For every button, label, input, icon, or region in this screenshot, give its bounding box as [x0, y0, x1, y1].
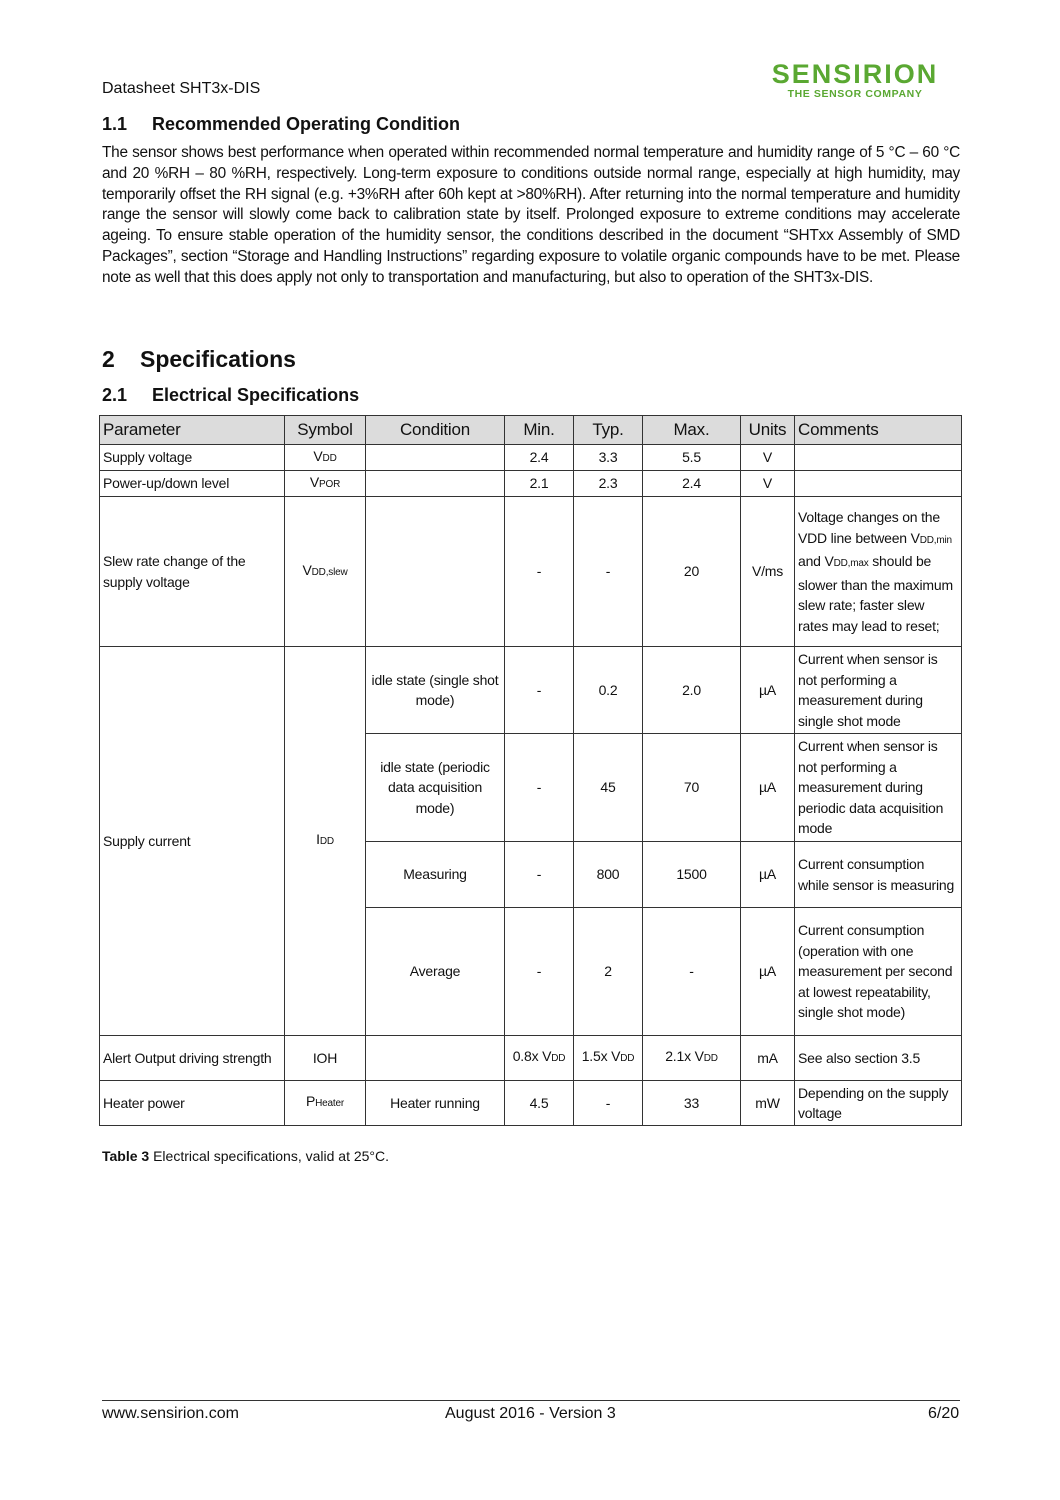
min-cell: -	[505, 734, 574, 842]
comment-cell	[795, 471, 962, 497]
symbol-sub: POR	[319, 478, 341, 490]
max-cell: 20	[643, 497, 741, 647]
param-cell: Supply current	[100, 647, 285, 1036]
param-cell: Supply voltage	[100, 445, 285, 471]
condition-cell: Heater running	[366, 1081, 505, 1126]
typ-cell: 2	[574, 908, 643, 1036]
condition-cell	[366, 1036, 505, 1081]
min-main: 0.8x V	[512, 1048, 552, 1065]
comment-cell	[795, 445, 962, 471]
table-row	[100, 471, 962, 497]
typ-cell: 800	[574, 842, 643, 908]
max-cell: -	[643, 908, 741, 1036]
param-cell: Alert Output driving strength	[100, 1036, 285, 1081]
max-cell: 5.5	[643, 445, 741, 471]
logo-wordmark: SENSIRION	[771, 59, 939, 89]
electrical-specifications-table	[99, 415, 962, 1126]
table-caption	[102, 1148, 389, 1164]
symbol-main: V	[302, 561, 312, 578]
comment-cell: Depending on the supply voltage	[795, 1081, 962, 1126]
typ-cell	[574, 1036, 643, 1081]
typ-sub: DD	[620, 1053, 635, 1065]
symbol-sub: DD	[319, 836, 334, 848]
vdd-min-symbol: V	[910, 529, 920, 546]
units-cell: V	[741, 471, 795, 497]
operating-condition-paragraph: The sensor shows best performance when operated within recommended normal temperature and humidity range of 5 °C – 60 °C and 20 %RH – 80 %RH, respectively. Long-term exposure to conditions outside normal range, especially at high humidity, may temporarily offset the RH signal (e.g. +3%RH after 60h kept at >80%RH). After returning into the normal temperature and humidity range the sensor will slowly come back to calibration state by itself. Prolonged exposure to extreme conditions may accelerate ageing. To ensure stable operation of the humidity sensor, the conditions described in the document “SHTxx Assembly of SMD Packages”, section “Storage and Handling Instructions” regarding exposure to volatile organic compounds have to be met. Please note as well that this does apply not only to transportation and manufacturing, but also to operation of the SHT3x-DIS.	[102, 144, 960, 286]
min-cell: 2.4	[505, 445, 574, 471]
table-row	[100, 647, 962, 734]
symbol-sub: DD	[322, 452, 337, 464]
typ-cell: 2.3	[574, 471, 643, 497]
sensirion-logo	[752, 60, 958, 100]
section-title: Specifications	[140, 346, 296, 372]
symbol-main: V	[309, 473, 320, 490]
units-cell: mW	[741, 1081, 795, 1126]
section-title: Recommended Operating Condition	[152, 114, 461, 134]
condition-cell: idle state (single shot mode)	[366, 647, 505, 734]
caption-text: Electrical specifications, valid at 25°C.	[149, 1148, 390, 1164]
max-sub: DD	[703, 1053, 718, 1065]
typ-cell: 0.2	[574, 647, 643, 734]
min-cell: -	[505, 497, 574, 647]
typ-cell: 45	[574, 734, 643, 842]
footer-website: www.sensirion.com	[102, 1405, 239, 1422]
min-cell: 2.1	[505, 471, 574, 497]
section-1-1-heading	[102, 114, 460, 135]
header-comments: Comments	[795, 416, 962, 445]
units-cell: µA	[741, 647, 795, 734]
vdd-min-sub: DD,min	[919, 534, 952, 546]
comment-cell: See also section 3.5	[795, 1036, 962, 1081]
comment-text: Voltage changes on the VDD line between	[798, 509, 940, 546]
condition-cell: Measuring	[366, 842, 505, 908]
units-cell: V	[741, 445, 795, 471]
vdd-max-symbol: V	[824, 553, 834, 569]
table-row	[100, 497, 962, 647]
table-header-row	[100, 416, 962, 445]
typ-cell: -	[574, 497, 643, 647]
param-cell: Slew rate change of the supply voltage	[100, 497, 285, 647]
header-symbol: Symbol	[285, 416, 366, 445]
max-cell	[643, 1036, 741, 1081]
symbol-cell	[285, 1081, 366, 1126]
section-2-1-heading	[102, 385, 359, 406]
units-cell: µA	[741, 908, 795, 1036]
comment-cell: Current consumption while sensor is measuring	[795, 842, 962, 908]
typ-main: 1.5x V	[581, 1048, 621, 1065]
comment-text: should be slower than the maximum slew rate; faster slew rates may lead to reset;	[798, 553, 953, 634]
min-cell: 4.5	[505, 1081, 574, 1126]
min-cell: -	[505, 647, 574, 734]
comment-cell: Current when sensor is not performing a measurement during single shot mode	[795, 647, 962, 734]
symbol-main: P	[306, 1093, 316, 1110]
symbol-main: I	[316, 831, 320, 848]
footer-page-number: 6/20	[928, 1405, 960, 1422]
min-cell: -	[505, 908, 574, 1036]
header-condition: Condition	[366, 416, 505, 445]
caption-label: Table 3	[102, 1148, 150, 1164]
max-cell: 70	[643, 734, 741, 842]
max-cell: 1500	[643, 842, 741, 908]
symbol-cell	[285, 471, 366, 497]
param-cell: Heater power	[100, 1081, 285, 1126]
section-number: 1.1	[102, 114, 128, 134]
logo-tagline: THE SENSOR COMPANY	[787, 88, 923, 100]
table-row	[100, 1036, 962, 1081]
comment-cell	[795, 497, 962, 647]
symbol-sub: DD,slew	[311, 566, 348, 578]
condition-cell	[366, 471, 505, 497]
vdd-max-sub: DD,max	[833, 558, 869, 569]
comment-cell: Current consumption (operation with one measurement per second at lowest repeatability, single shot mode)	[795, 908, 962, 1036]
section-title: Electrical Specifications	[152, 385, 360, 405]
symbol-cell	[285, 647, 366, 1036]
min-cell	[505, 1036, 574, 1081]
header-parameter: Parameter	[100, 416, 285, 445]
section-number: 2.1	[102, 385, 128, 405]
comment-cell: Current when sensor is not performing a measurement during periodic data acquisition mode	[795, 734, 962, 842]
condition-cell: Average	[366, 908, 505, 1036]
max-main: 2.1x V	[665, 1048, 704, 1065]
condition-cell	[366, 497, 505, 647]
section-2-heading	[102, 346, 296, 373]
typ-cell: 3.3	[574, 445, 643, 471]
symbol-cell: IOH	[285, 1036, 366, 1081]
min-sub: DD	[551, 1053, 566, 1065]
section-number: 2	[102, 346, 115, 372]
param-cell: Power-up/down level	[100, 471, 285, 497]
document-title: Datasheet SHT3x-DIS	[102, 80, 261, 97]
header-max: Max.	[643, 416, 741, 445]
symbol-cell	[285, 445, 366, 471]
units-cell: µA	[741, 734, 795, 842]
min-cell: -	[505, 842, 574, 908]
table-row	[100, 1081, 962, 1126]
header-min: Min.	[505, 416, 574, 445]
table-row	[100, 445, 962, 471]
condition-cell: idle state (periodic data acquisition mode)	[366, 734, 505, 842]
max-cell: 2.0	[643, 647, 741, 734]
symbol-cell	[285, 497, 366, 647]
header-units: Units	[741, 416, 795, 445]
symbol-main: V	[313, 447, 323, 464]
header-typ: Typ.	[574, 416, 643, 445]
comment-and: and	[798, 553, 825, 569]
condition-cell	[366, 445, 505, 471]
footer-divider	[102, 1400, 960, 1401]
max-cell: 2.4	[643, 471, 741, 497]
footer-version: August 2016 - Version 3	[445, 1405, 616, 1422]
units-cell: mA	[741, 1036, 795, 1081]
units-cell: µA	[741, 842, 795, 908]
symbol-sub: Heater	[315, 1098, 344, 1110]
max-cell: 33	[643, 1081, 741, 1126]
units-cell: V/ms	[741, 497, 795, 647]
typ-cell: -	[574, 1081, 643, 1126]
